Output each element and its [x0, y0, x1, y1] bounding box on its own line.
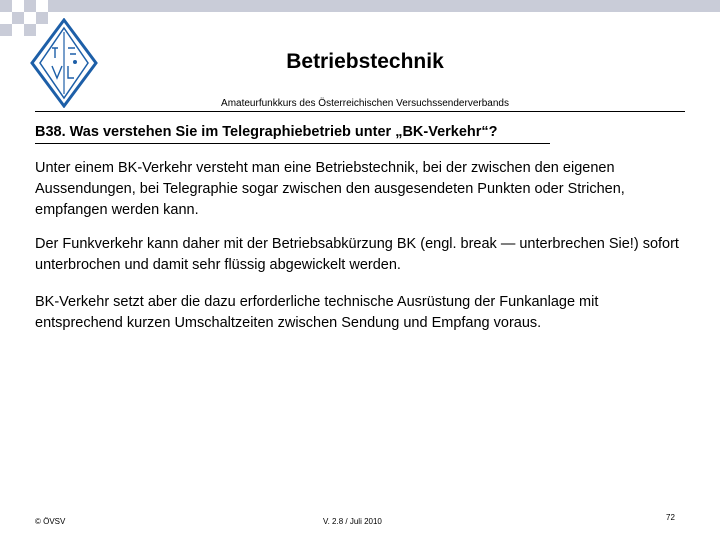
page-subtitle: Amateurfunkkurs des Österreichischen Versuchssenderverbands — [221, 98, 509, 109]
paragraph-break-usage: Der Funkverkehr kann daher mit der Betriebsabkürzung BK (engl. break — unterbrechen Sie!) sofort unterbrochen und damit sehr flüssig abgewickelt werden. — [35, 236, 679, 273]
footer-version: V. 2.8 / Juli 2010 — [323, 517, 382, 526]
footer-page-number: 72 — [666, 513, 675, 522]
paragraph-equipment: BK-Verkehr setzt aber die dazu erforderliche technische Ausrüstung der Funkanlage mit entsprechend kurzen Umschaltzeiten zwischen Sendung und Empfang voraus. — [35, 294, 599, 331]
question-heading: B38. Was verstehen Sie im Telegraphiebetrieb unter „BK-Verkehr“? — [35, 124, 498, 140]
page-title: Betriebstechnik — [286, 50, 444, 73]
oevsv-diamond-logo-icon — [30, 18, 98, 108]
footer-copyright: © ÖVSV — [35, 517, 66, 526]
question-underline — [35, 143, 550, 144]
paragraph-bk-definition: Unter einem BK-Verkehr versteht man eine Betriebstechnik, bei der zwischen den eigenen Aussendungen, bei Telegraphie sogar zwischen den ausgesendeten Punkten oder Strichen, empfangen werden kann. — [35, 160, 625, 218]
header-divider — [35, 111, 685, 112]
header-checker-pattern — [0, 0, 720, 40]
